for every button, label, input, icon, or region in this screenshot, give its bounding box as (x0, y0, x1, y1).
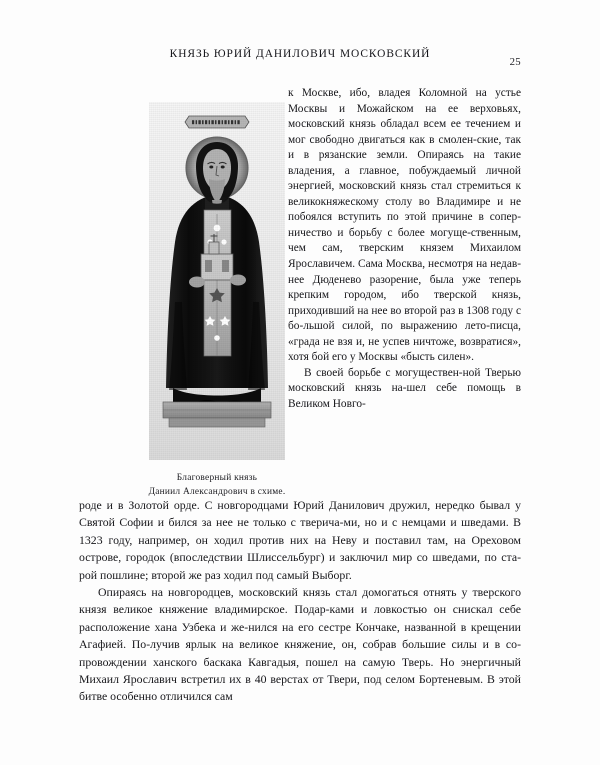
figure-icon-portrait (119, 102, 315, 499)
paragraph: роде и в Золотой орде. С новгородцами Юрий Данилович дружил, нередко бывал у Святой Софии и бился за нее не только с тверича-ми, но и с немцами и шведами. В 1323 году, например, он ходил против них на Неву и поставил там, на Ореховом острове, городок (впоследствии Шлиссельбург) и заключил мир со шведами, по ста-рой пошлине; второй же раз ходил под самый Выборг. (79, 498, 521, 582)
vestment-panel (204, 210, 231, 356)
figure-caption (119, 472, 315, 499)
figure-image (149, 102, 285, 460)
paragraph: к Москве, ибо, владея Коломной на устье Москвы и Можайском на ее верховьях, московский князь обладал всем ее течением и мог свободно двигаться как в смолен-ские, так и в рязанские земли. Опираясь на такие владения, а главное, побуждаемый личной энергией, московский князь стал стремиться к великокняжескому столу во Владимире и не побоялся вступить по этой причине в сопер-ничество и борьбу с более могуще-ственным, чем сам, тверским князем Михаилом Ярославичем. Сама Москва, несмотря на недав-нее Дюденево разорение, была уже теперь крепким городом, ибо тверской князь, приходивший на нее во второй раз в 1308 году с бо-льшой силой, по выражению лето-писца, «града не взя и, не успев ничтоже, возвратися», хотя бой его у Москвы «бысть силен». (288, 87, 521, 364)
body-text-right-column (288, 86, 521, 412)
running-header (79, 48, 521, 68)
figure-caption-line-2: Даниил Александрович в схиме. (148, 486, 286, 497)
page-number: 25 (509, 56, 521, 68)
icon-portrait-artwork (149, 102, 285, 460)
running-header-title: КНЯЗЬ ЮРИЙ ДАНИЛОВИЧ МОСКОВСКИЙ (169, 48, 431, 60)
body-text-full-width (79, 497, 521, 706)
figure-caption-line-1: Благоверный князь (176, 473, 258, 483)
paragraph: Опираясь на новгородцев, московский князь стал домогаться отнять у тверского князя великое княжение владимирское. Подар-ками и ловкостью он снискал себе расположение хана Узбека и же-нился на его сестре Кончаке, названной в крещении Агафией. По-лучив ярлык на великое княжение, он, собрав большие силы и в со-провождении ханского баскака Кавгадыя, пошел на самую Тверь. Но энергичный Михаил Ярославич встретил их в 40 верстах от Твери, под селом Бортеневым. В этой битве особенно отличился сам (79, 585, 521, 704)
icon-inscription-banner (185, 116, 249, 128)
paragraph: В своей борьбе с могуществен-ной Тверью московский князь на-шел себе помощь в Великом Новго- (288, 366, 521, 410)
